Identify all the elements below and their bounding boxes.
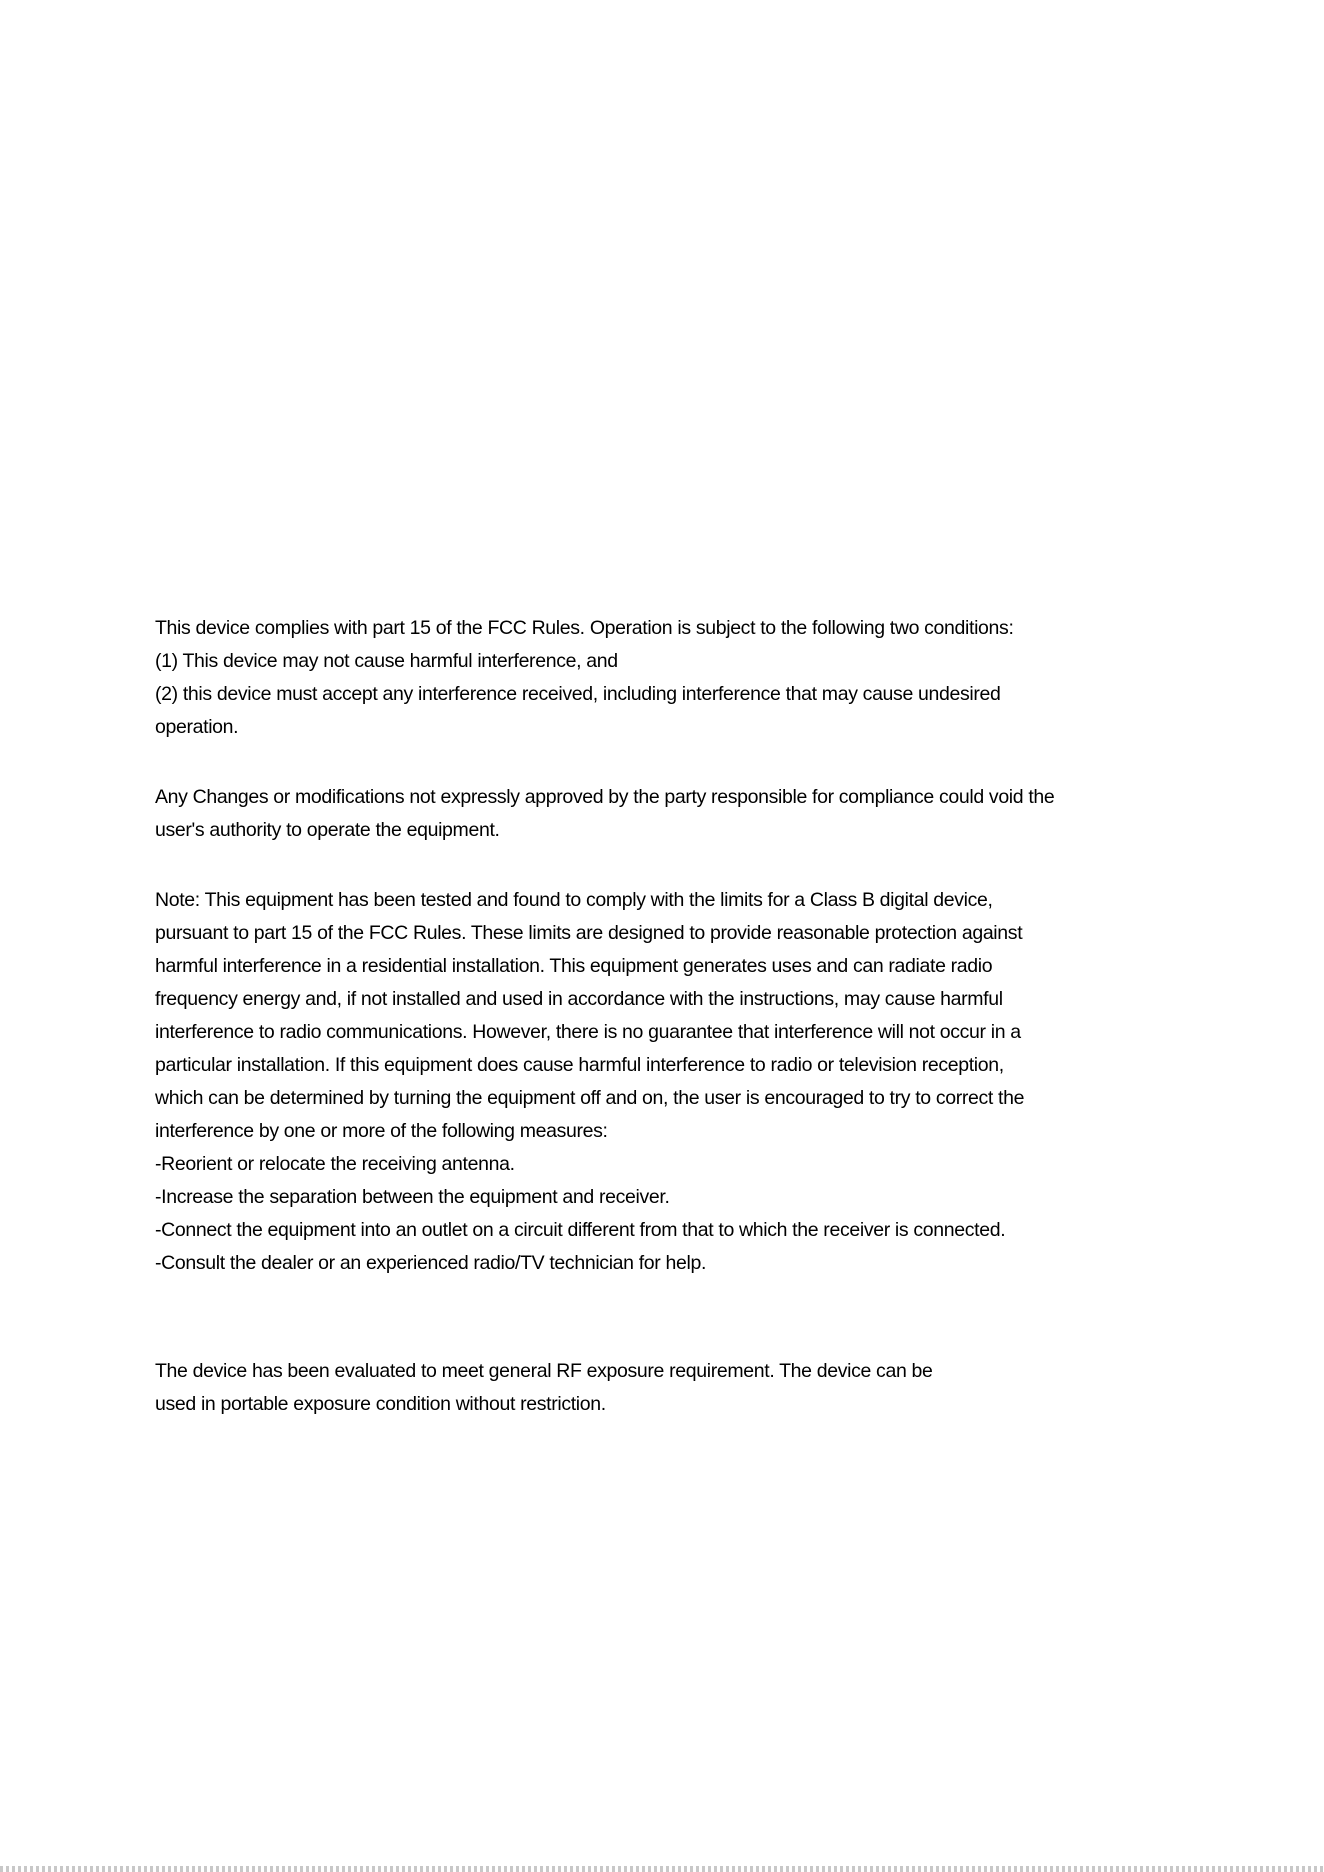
text-line: frequency energy and, if not installed and used in accordance with the instructions, may cause harmful: [155, 988, 1003, 1010]
text-line: particular installation. If this equipment does cause harmful interference to radio or television reception,: [155, 1054, 1004, 1076]
measure-item: -Connect the equipment into an outlet on a circuit different from that to which the receiver is connected.: [155, 1219, 1006, 1241]
text-line: interference to radio communications. However, there is no guarantee that interference will not occur in a: [155, 1021, 1021, 1043]
text-line: pursuant to part 15 of the FCC Rules. These limits are designed to provide reasonable protection against: [155, 922, 1023, 944]
measure-item: -Reorient or relocate the receiving antenna.: [155, 1153, 515, 1175]
page-bottom-edge: [0, 1866, 1324, 1872]
text-line: which can be determined by turning the equipment off and on, the user is encouraged to try to correct the: [155, 1087, 1025, 1109]
text-line: Note: This equipment has been tested and found to comply with the limits for a Class B digital device,: [155, 889, 993, 911]
paragraph-spacer: [155, 847, 1195, 884]
text-line: harmful interference in a residential installation. This equipment generates uses and can radiate radio: [155, 955, 993, 977]
paragraph-spacer: [155, 1280, 1195, 1355]
measure-item: -Consult the dealer or an experienced radio/TV technician for help.: [155, 1252, 707, 1274]
text-line: (1) This device may not cause harmful interference, and: [155, 650, 618, 672]
rf-exposure-statement: [155, 1355, 1195, 1421]
class-b-note: [155, 884, 1195, 1280]
text-line: (2) this device must accept any interference received, including interference that may cause undesired: [155, 683, 1001, 705]
text-line: operation.: [155, 716, 239, 738]
paragraph-spacer: [155, 744, 1195, 781]
changes-warning: [155, 781, 1195, 847]
text-line: Any Changes or modifications not expressly approved by the party responsible for compliance could void the: [155, 786, 1055, 808]
measure-item: -Increase the separation between the equipment and receiver.: [155, 1186, 670, 1208]
text-line: interference by one or more of the following measures:: [155, 1120, 608, 1142]
text-line: The device has been evaluated to meet general RF exposure requirement. The device can be: [155, 1360, 933, 1382]
text-line: used in portable exposure condition without restriction.: [155, 1393, 606, 1415]
fcc-compliance-statement: [155, 612, 1195, 744]
document-body: [155, 612, 1195, 1421]
text-line: user's authority to operate the equipment.: [155, 819, 500, 841]
text-line: This device complies with part 15 of the FCC Rules. Operation is subject to the following two conditions:: [155, 617, 1014, 639]
